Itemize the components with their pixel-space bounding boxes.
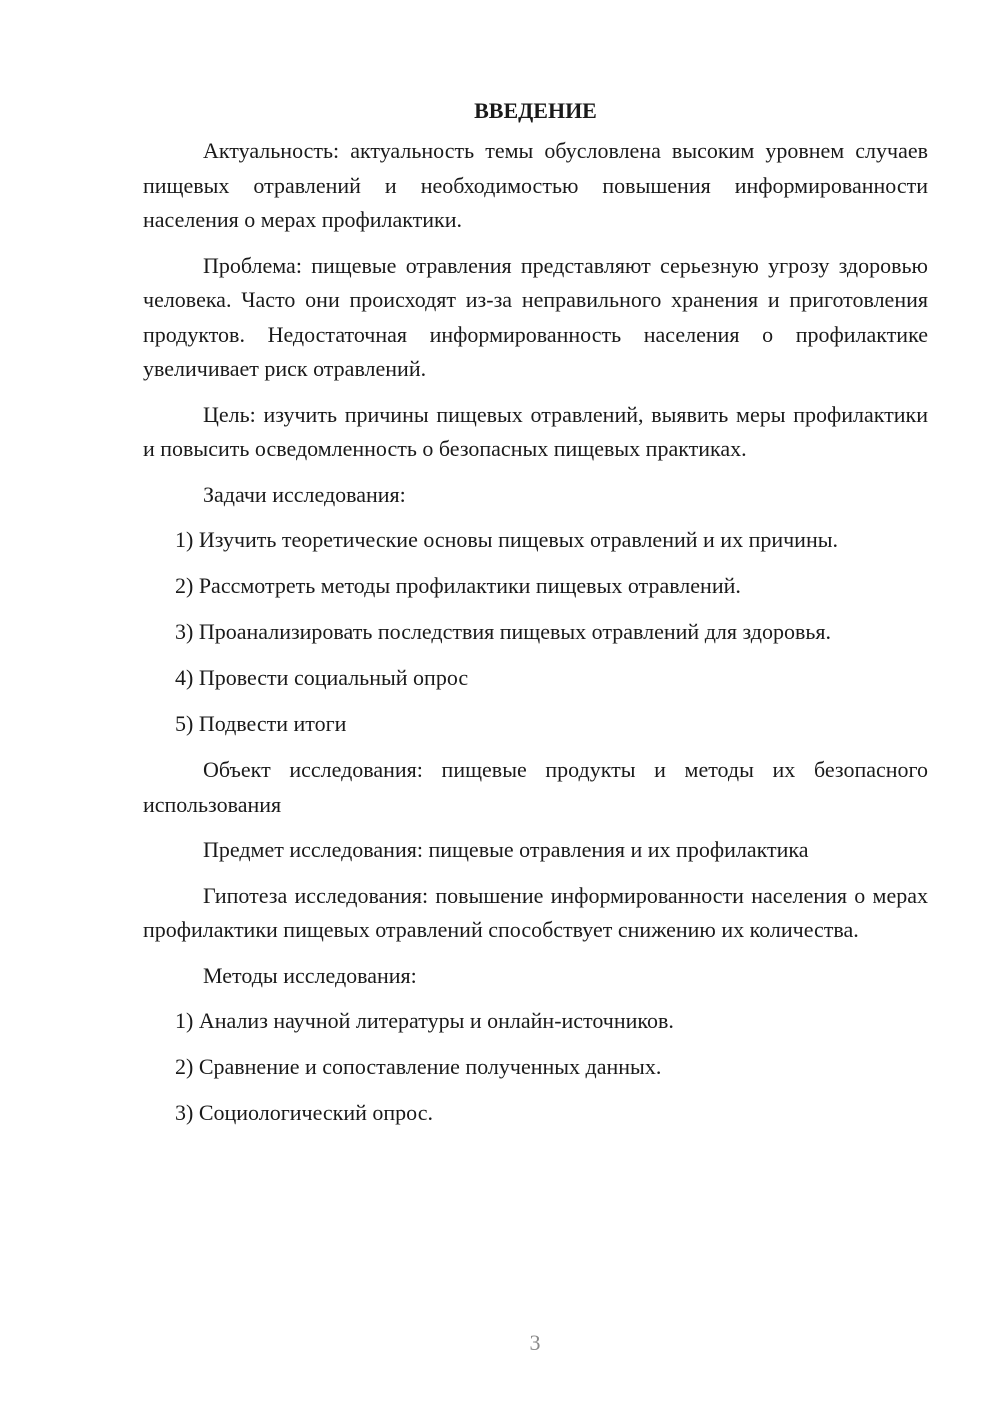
subject-paragraph: Предмет исследования: пищевые отравления и их профилактика bbox=[203, 837, 809, 862]
hypothesis-paragraph: Гипотеза исследования: повышение информированности населения о мерах профилактики пищевых отравлений способствует снижению их количества. bbox=[143, 882, 928, 942]
methods-heading: Методы исследования: bbox=[203, 962, 417, 988]
task-item-2: 2) Рассмотреть методы профилактики пищевых отравлений. bbox=[175, 573, 741, 598]
task-item-5: 5) Подвести итоги bbox=[175, 711, 347, 736]
task-item-3: 3) Проанализировать последствия пищевых отравлений для здоровья. bbox=[175, 619, 832, 644]
problem-paragraph: Проблема: пищевые отравления представляют серьезную угрозу здоровью человека. Часто они происходят из-за неправильного хранения и приготовления продуктов. Недостаточная информированность населения о профилактике увеличивает риск отравлений. bbox=[143, 252, 928, 381]
page-number: 3 bbox=[529, 1330, 541, 1355]
method-item-1: 1) Анализ научной литературы и онлайн-источников. bbox=[175, 1008, 674, 1033]
task-item-1: 1) Изучить теоретические основы пищевых отравлений и их причины. bbox=[175, 527, 839, 552]
task-item-4: 4) Провести социальный опрос bbox=[175, 665, 469, 690]
relevance-paragraph: Актуальность: актуальность темы обусловлена высоким уровнем случаев пищевых отравлений и необходимостью повышения информированности населения о мерах профилактики. bbox=[143, 138, 928, 232]
document-page bbox=[143, 94, 928, 1142]
object-paragraph: Объект исследования: пищевые продукты и методы их безопасного использования bbox=[143, 757, 928, 817]
tasks-heading: Задачи исследования: bbox=[203, 481, 406, 507]
goal-paragraph: Цель: изучить причины пищевых отравлений, выявить меры профилактики и повысить осведомленность о безопасных пищевых практиках. bbox=[143, 401, 928, 461]
method-item-3: 3) Социологический опрос. bbox=[175, 1100, 433, 1125]
page-title: ВВЕДЕНИЕ bbox=[474, 98, 597, 123]
method-item-2: 2) Сравнение и сопоставление полученных данных. bbox=[175, 1054, 662, 1079]
